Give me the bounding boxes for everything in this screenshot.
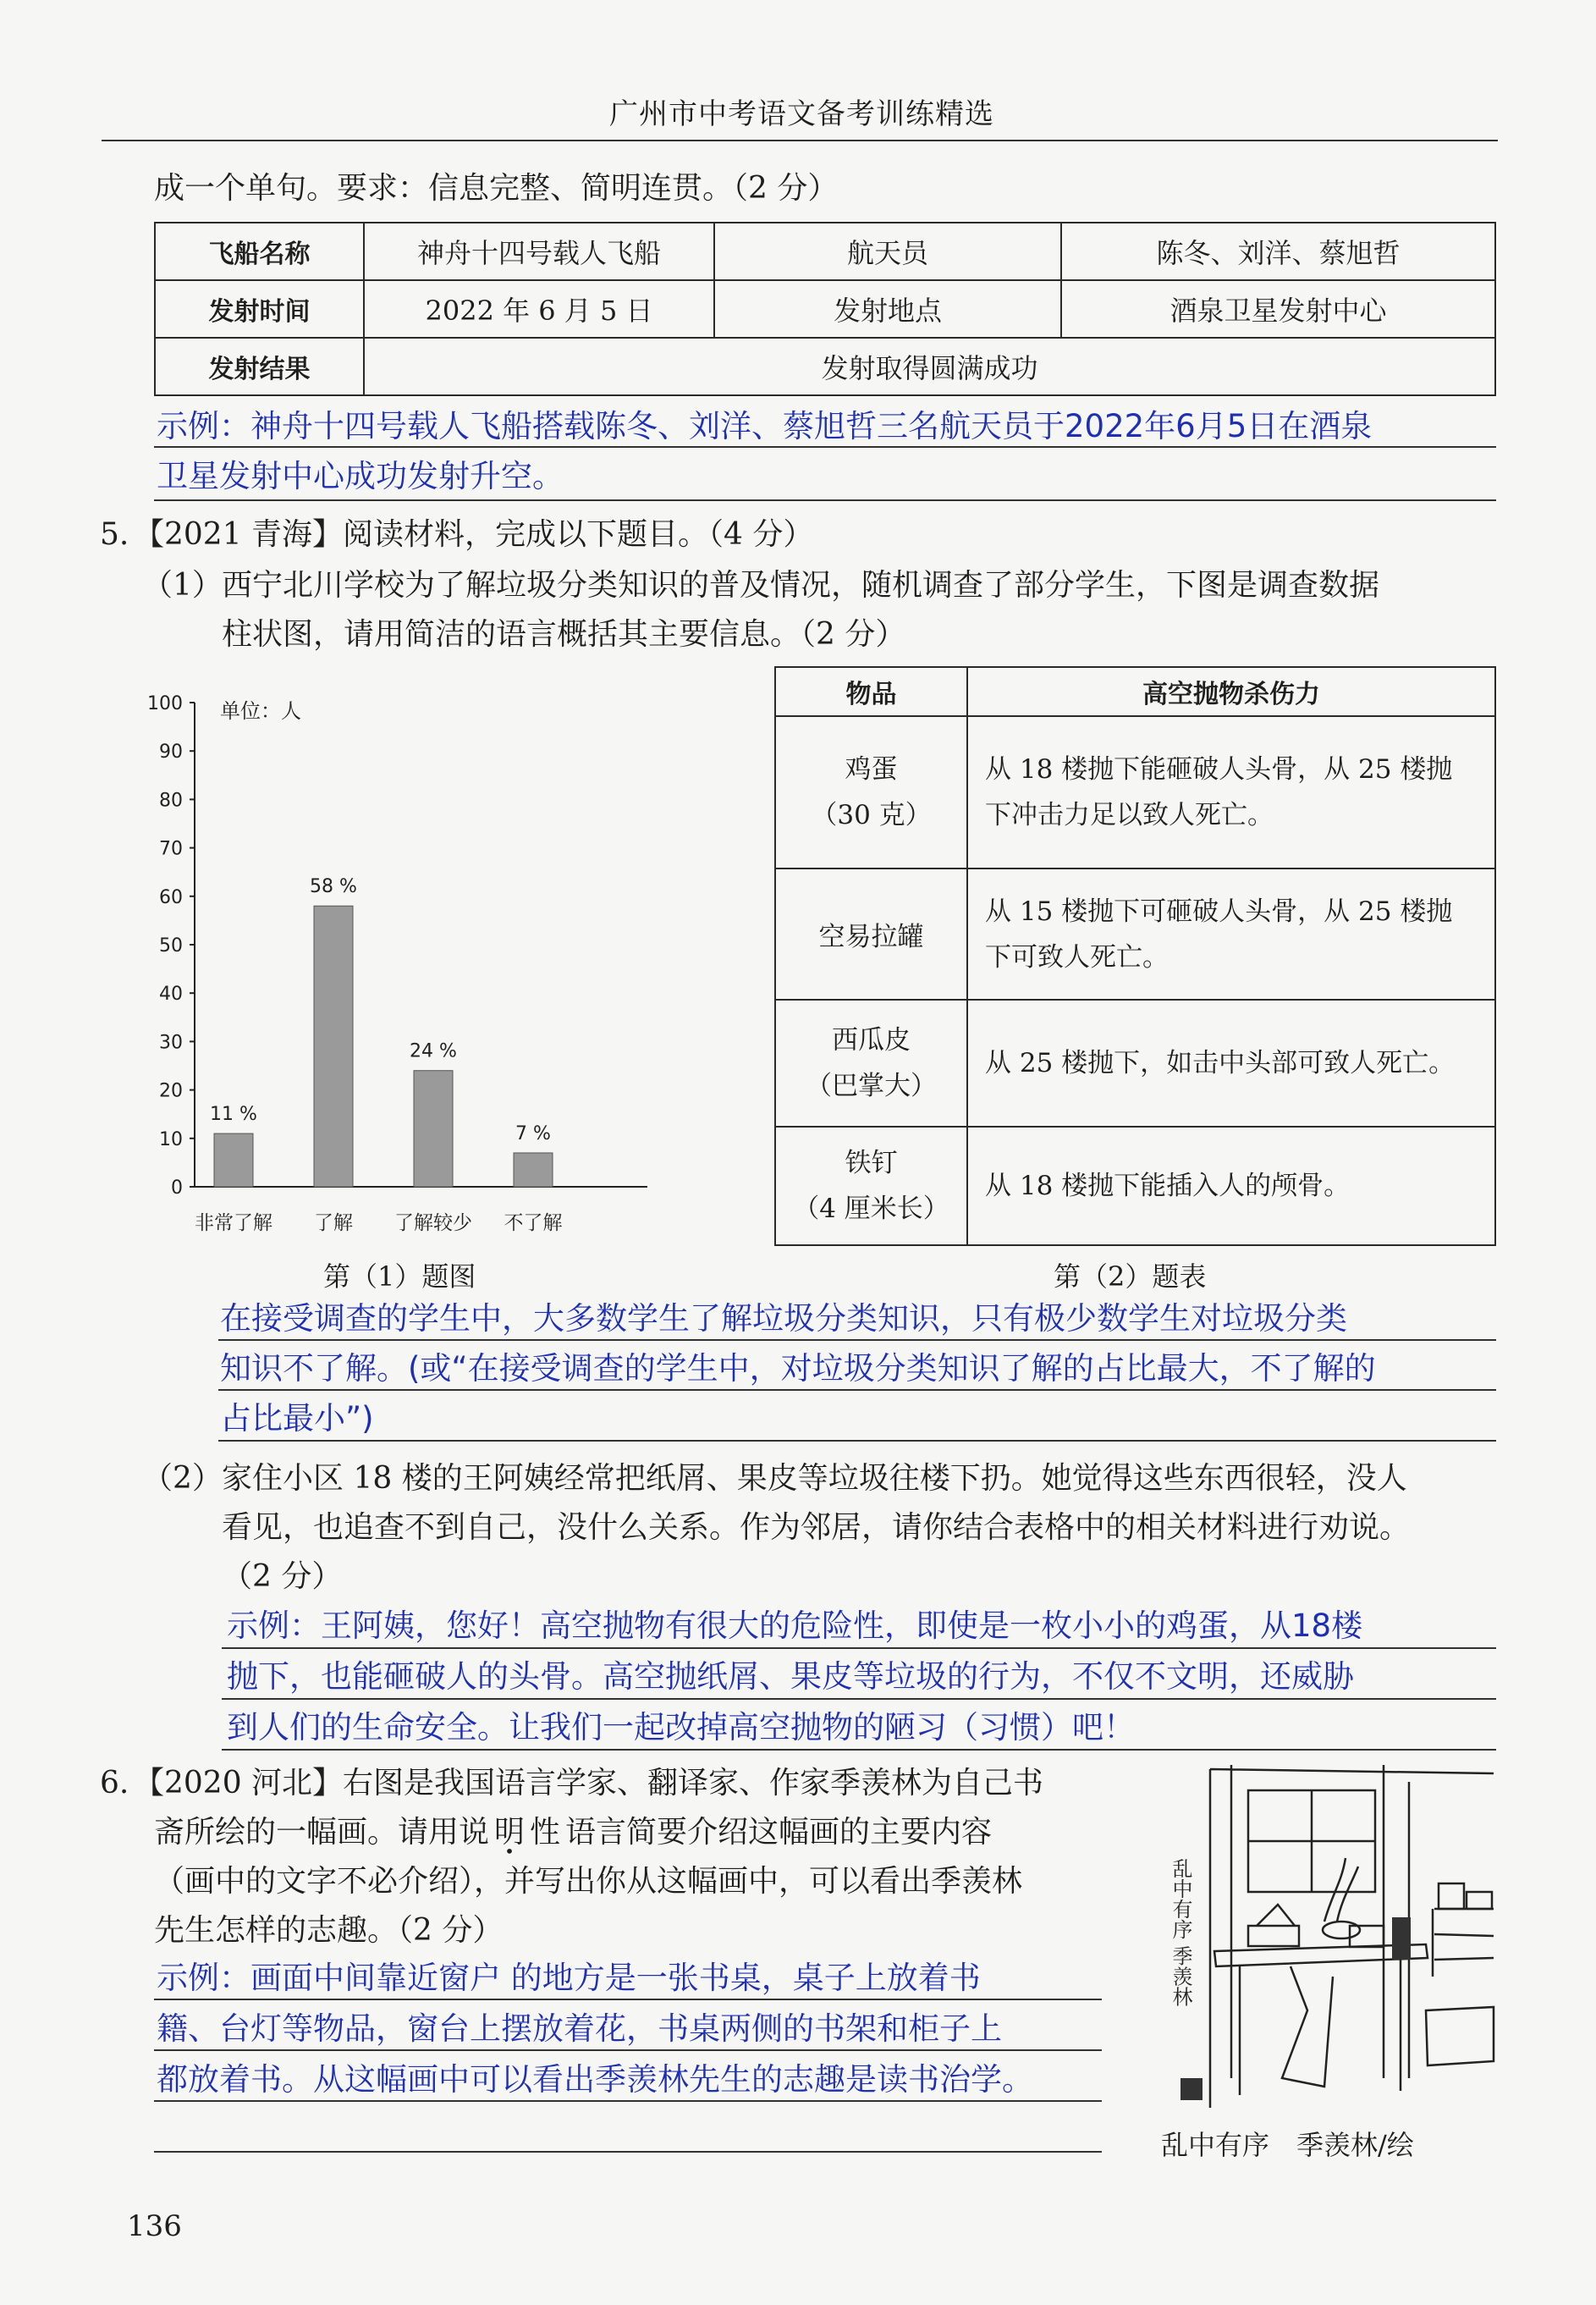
q5-answer2-line-2: 抛下，也能砸破人的头骨。高空抛纸屑、果皮等垃圾的行为，不仅不文明，还威胁 bbox=[227, 1658, 1354, 1695]
q6-line-2-pre: 斋所绘的一幅画。请用 bbox=[154, 1815, 460, 1850]
q5-number: 5. bbox=[100, 517, 129, 552]
y-tick-label: 70 bbox=[159, 838, 183, 860]
bar-data-label: 11 % bbox=[210, 1104, 257, 1126]
q5-answer1-line-1: 在接受调查的学生中，大多数学生了解垃圾分类知识，只有极少数学生对垃圾分类 bbox=[220, 1300, 1347, 1337]
table-cell bbox=[967, 716, 1495, 869]
q5-part2-line-3: （2 分） bbox=[222, 1559, 343, 1594]
table-cell: 陈冬、刘洋、蔡旭哲 bbox=[1061, 223, 1495, 280]
q6-answer-line-3: 都放着书。从这幅画中可以看出季羡林先生的志趣是读书治学。 bbox=[157, 2061, 1033, 2098]
q4-instruction-tail: 成一个单句。要求：信息完整、简明连贯。（2 分） bbox=[154, 171, 839, 206]
answer-rule bbox=[154, 2151, 1102, 2153]
table-cell: 神舟十四号载人飞船 bbox=[364, 223, 714, 280]
table-cell bbox=[775, 1000, 967, 1127]
answer-rule bbox=[154, 446, 1496, 448]
table-cell: 发射地点 bbox=[714, 280, 1061, 338]
answer-rule bbox=[218, 1339, 1496, 1341]
effect-line: 下可致人死亡。 bbox=[985, 941, 1169, 973]
table-cell: 航天员 bbox=[714, 223, 1061, 280]
q5-answer2-line-3: 到人们的生命安全。让我们一起改掉高空抛物的陋习（习惯）吧！ bbox=[227, 1709, 1135, 1745]
answer-rule bbox=[222, 1749, 1496, 1751]
emphasis-text: 说明性 bbox=[459, 1815, 566, 1850]
q5-heading: 【2021 青海】阅读材料，完成以下题目。（4 分） bbox=[134, 517, 814, 552]
table-header: 高空抛物杀伤力 bbox=[967, 667, 1495, 716]
y-tick-label: 80 bbox=[159, 790, 183, 812]
table-cell bbox=[775, 1127, 967, 1245]
bar bbox=[414, 1071, 453, 1187]
q6-answer-line-1: 示例：画面中间靠近窗户 的地方是一张书桌，桌子上放着书 bbox=[157, 1960, 981, 1996]
table-cell: 2022 年 6 月 5 日 bbox=[364, 280, 714, 338]
q6-line-1: 【2020 河北】右图是我国语言学家、翻译家、作家季羡林为自己书 bbox=[134, 1766, 1044, 1800]
table-cell: 发射取得圆满成功 bbox=[364, 338, 1495, 395]
effect-line: 从 25 楼抛下，如击中头部可致人死亡。 bbox=[985, 1048, 1456, 1078]
q6-line-3: （画中的文字不必介绍），并写出你从这幅画中，可以看出季羡林 bbox=[154, 1864, 1023, 1899]
garbage-sorting-bar-chart bbox=[135, 669, 677, 1253]
item-detail: （30 克） bbox=[811, 800, 932, 830]
answer-rule bbox=[218, 1389, 1496, 1391]
q5-part2-line-1: 家住小区 18 楼的王阿姨经常把纸屑、果皮等垃圾往楼下扔。她觉得这些东西很轻，没人 bbox=[222, 1461, 1407, 1496]
study-room-sketch bbox=[1130, 1756, 1502, 2120]
q6-number: 6. bbox=[100, 1766, 129, 1800]
q6-answer-line-2: 籍、台灯等物品，窗台上摆放着花，书桌两侧的书架和柜子上 bbox=[157, 2010, 1002, 2047]
y-tick-label: 90 bbox=[159, 742, 183, 764]
y-tick-label: 60 bbox=[159, 886, 183, 908]
bar-data-label: 58 % bbox=[310, 876, 357, 898]
x-category-label: 非常了解 bbox=[195, 1212, 272, 1234]
x-category-label: 了解较少 bbox=[394, 1212, 472, 1234]
y-tick-label: 20 bbox=[159, 1080, 183, 1102]
x-category-label: 了解 bbox=[314, 1212, 353, 1234]
q5-answer1-line-2: 知识不了解。(或“在接受调查的学生中，对垃圾分类知识了解的占比最大，不了解的 bbox=[220, 1350, 1376, 1387]
q6-line-4: 先生怎样的志趣。（2 分） bbox=[154, 1913, 504, 1948]
q4-answer-line-2: 卫星发射中心成功发射升空。 bbox=[157, 458, 564, 494]
answer-rule bbox=[222, 1698, 1496, 1700]
answer-rule bbox=[222, 1647, 1496, 1649]
x-category-label: 不了解 bbox=[504, 1212, 563, 1234]
table-cell: 飞船名称 bbox=[155, 223, 364, 280]
bar-data-label: 7 % bbox=[515, 1122, 551, 1144]
table-cell: 发射时间 bbox=[155, 280, 364, 338]
y-tick-label: 0 bbox=[171, 1177, 183, 1199]
bar bbox=[214, 1133, 253, 1187]
effect-line: 从 18 楼抛下能插入人的颅骨。 bbox=[985, 1171, 1351, 1201]
q5-part1-line-1: 西宁北川学校为了解垃圾分类知识的普及情况，随机调查了部分学生，下图是调查数据 bbox=[222, 568, 1380, 603]
bar bbox=[314, 906, 353, 1187]
y-tick-label: 50 bbox=[159, 935, 183, 957]
high-altitude-throwing-table bbox=[774, 666, 1496, 1246]
page-number: 136 bbox=[127, 2209, 182, 2243]
header-divider bbox=[102, 140, 1498, 141]
chart-unit-label: 单位：人 bbox=[220, 699, 301, 723]
chart-caption: 第（1）题图 bbox=[323, 1260, 476, 1293]
answer-rule bbox=[154, 499, 1496, 501]
y-tick-label: 30 bbox=[159, 1032, 183, 1054]
page-header-title: 广州市中考语文备考训练精选 bbox=[609, 97, 994, 131]
item-detail: （巴掌大） bbox=[806, 1071, 937, 1101]
table-cell bbox=[775, 716, 967, 869]
answer-rule bbox=[154, 2049, 1102, 2051]
bar-data-label: 24 % bbox=[410, 1040, 457, 1062]
item-name: 铁钉 bbox=[845, 1148, 898, 1178]
sketch-caption: 乱中有序 季羡林/绘 bbox=[1161, 2129, 1414, 2161]
y-tick-label: 100 bbox=[147, 693, 183, 714]
table-cell bbox=[775, 869, 967, 1000]
q5-answer1-line-3: 占比最小”) bbox=[220, 1400, 374, 1436]
q5-part2-line-2: 看见，也追查不到自己，没什么关系。作为邻居，请你结合表格中的相关材料进行劝说。 bbox=[222, 1510, 1411, 1545]
item-name: 西瓜皮 bbox=[832, 1025, 911, 1056]
item-name: 鸡蛋 bbox=[845, 754, 898, 785]
table-cell bbox=[967, 869, 1495, 1000]
item-detail: （4 厘米长） bbox=[793, 1194, 949, 1224]
table-caption: 第（2）题表 bbox=[1054, 1260, 1207, 1293]
item-name: 空易拉罐 bbox=[818, 922, 924, 952]
q5-part1-line-2: 柱状图，请用简洁的语言概括其主要信息。（2 分） bbox=[222, 617, 906, 652]
q5-answer2-line-1: 示例：王阿姨，您好！高空抛物有很大的危险性，即使是一枚小小的鸡蛋，从18楼 bbox=[227, 1607, 1363, 1644]
sketch-seal-text: 乱中有序 季羡林 bbox=[1169, 1858, 1192, 2007]
effect-line: 从 15 楼抛下可砸破人头骨，从 25 楼抛 bbox=[985, 896, 1453, 927]
q5-part2-number: （2） bbox=[142, 1461, 223, 1496]
y-tick-label: 40 bbox=[159, 984, 183, 1006]
answer-rule bbox=[154, 1999, 1102, 2000]
table-header: 物品 bbox=[775, 667, 967, 716]
effect-line: 从 18 楼抛下能砸破人头骨，从 25 楼抛 bbox=[985, 754, 1453, 785]
bar bbox=[514, 1153, 553, 1187]
q5-part1-number: （1） bbox=[142, 568, 223, 603]
y-tick-label: 10 bbox=[159, 1128, 183, 1150]
q6-line-2-post: 语言简要介绍这幅画的主要内容 bbox=[565, 1815, 993, 1850]
spaceflight-info-table bbox=[154, 222, 1496, 396]
table-cell bbox=[967, 1000, 1495, 1127]
answer-rule bbox=[218, 1440, 1496, 1442]
table-cell: 发射结果 bbox=[155, 338, 364, 395]
effect-line: 下冲击力足以致人死亡。 bbox=[985, 800, 1274, 830]
table-cell bbox=[967, 1127, 1495, 1245]
q4-answer-line-1: 示例：神舟十四号载人飞船搭载陈冬、刘洋、蔡旭哲三名航天员于2022年6月5日在酒泉 bbox=[157, 408, 1373, 444]
table-cell: 酒泉卫星发射中心 bbox=[1061, 280, 1495, 338]
answer-rule bbox=[154, 2100, 1102, 2102]
q6-line-2 bbox=[154, 1807, 992, 1858]
